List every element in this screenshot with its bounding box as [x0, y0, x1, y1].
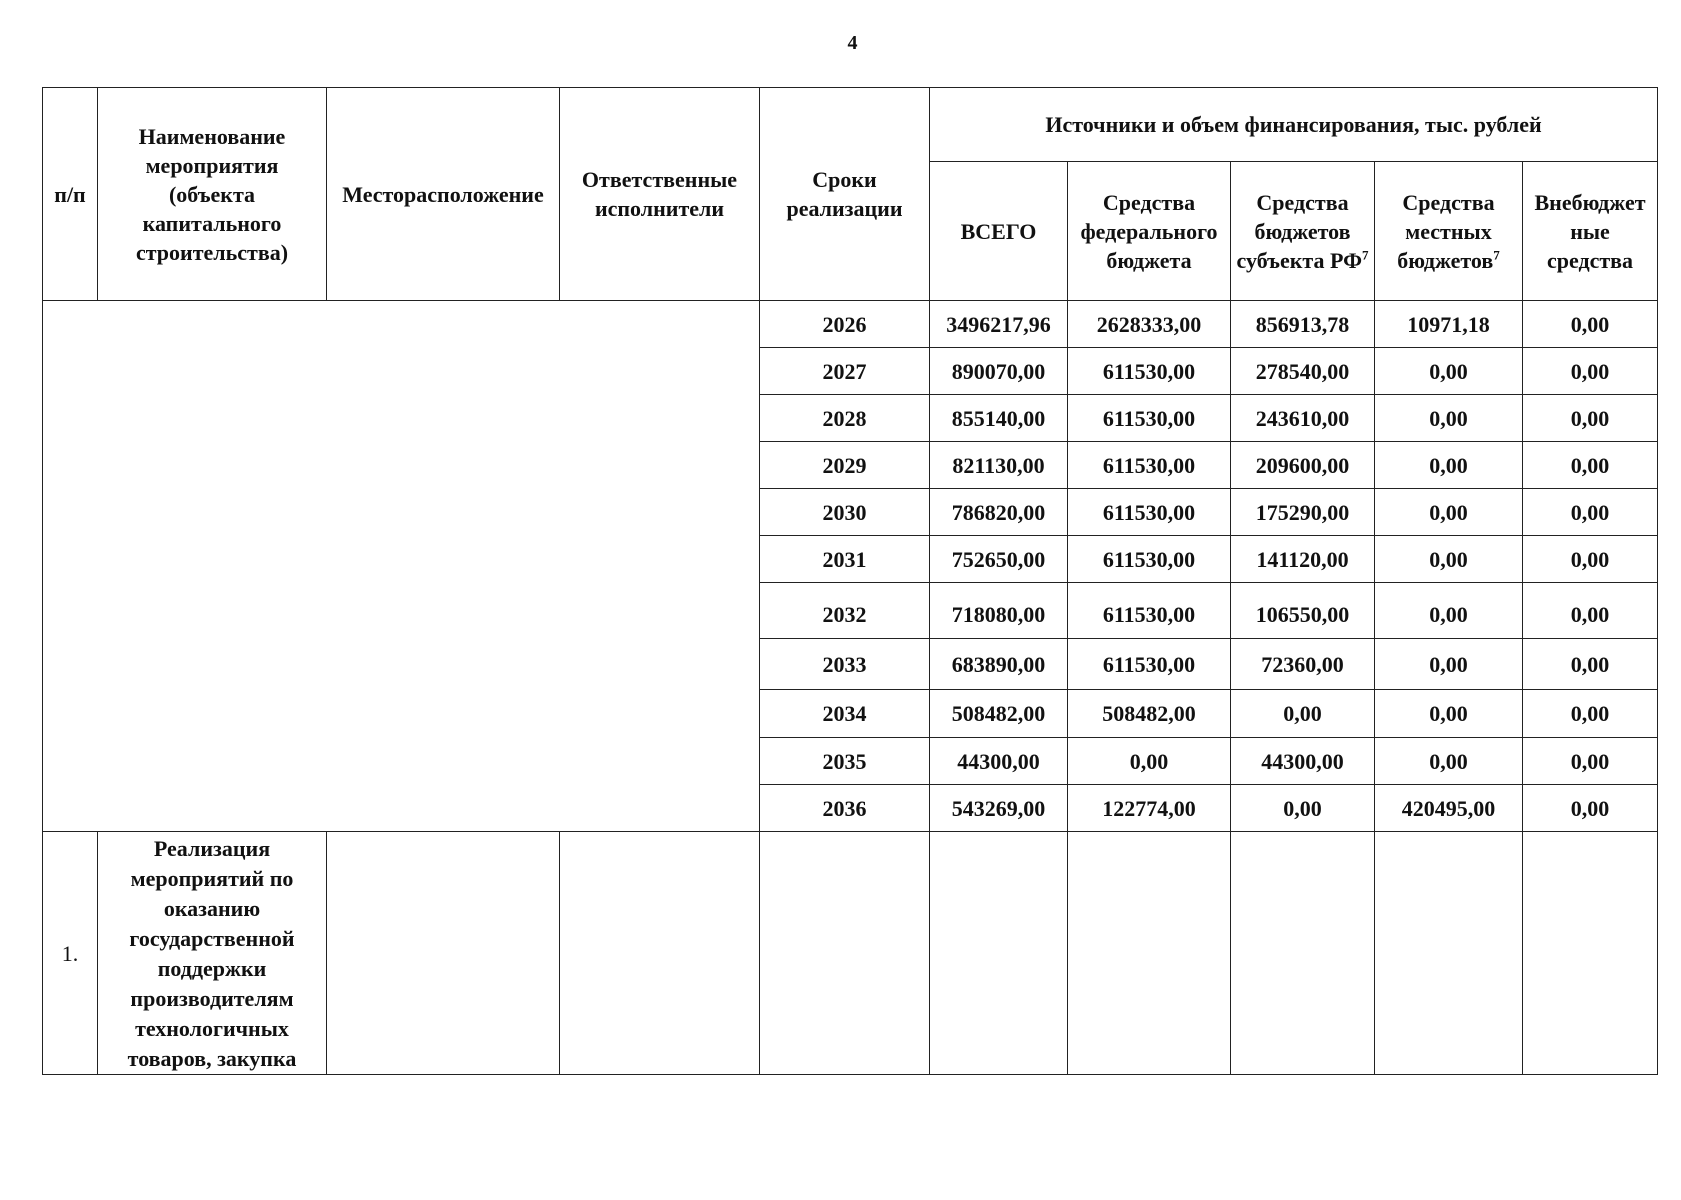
total-cell: 855140,00 — [930, 395, 1068, 442]
local-cell: 0,00 — [1375, 536, 1523, 583]
federal-cell: 611530,00 — [1068, 395, 1231, 442]
local-cell: 10971,18 — [1375, 301, 1523, 348]
item-executors — [560, 832, 760, 1075]
extra-cell: 0,00 — [1523, 583, 1658, 639]
regional-cell: 72360,00 — [1231, 639, 1375, 690]
total-cell: 44300,00 — [930, 738, 1068, 785]
local-cell: 0,00 — [1375, 442, 1523, 489]
item-name: Реализация мероприятий по оказанию государственной поддержки производителям технологичных товаров, закупка — [98, 832, 327, 1075]
header-extra: Внебюджет ные средства — [1523, 162, 1658, 301]
header-federal: Средства федерального бюджета — [1068, 162, 1231, 301]
federal-cell: 122774,00 — [1068, 785, 1231, 832]
extra-cell: 0,00 — [1523, 395, 1658, 442]
empty-merged-area — [43, 301, 760, 832]
federal-cell: 611530,00 — [1068, 348, 1231, 395]
header-sources-group: Источники и объем финансирования, тыс. рублей — [930, 88, 1658, 162]
regional-cell: 44300,00 — [1231, 738, 1375, 785]
federal-cell: 0,00 — [1068, 738, 1231, 785]
regional-cell: 856913,78 — [1231, 301, 1375, 348]
federal-cell: 2628333,00 — [1068, 301, 1231, 348]
item-terms — [760, 832, 930, 1075]
year-cell: 2035 — [760, 738, 930, 785]
header-name: Наименование мероприятия (объекта капитального строительства) — [98, 88, 327, 301]
regional-cell: 141120,00 — [1231, 536, 1375, 583]
header-executors: Ответственные исполнители — [560, 88, 760, 301]
extra-cell: 0,00 — [1523, 301, 1658, 348]
financing-table — [42, 87, 1658, 1075]
regional-cell: 106550,00 — [1231, 583, 1375, 639]
federal-cell: 611530,00 — [1068, 489, 1231, 536]
year-cell: 2034 — [760, 690, 930, 738]
local-cell: 0,00 — [1375, 738, 1523, 785]
year-cell: 2027 — [760, 348, 930, 395]
federal-cell: 611530,00 — [1068, 583, 1231, 639]
total-cell: 718080,00 — [930, 583, 1068, 639]
item-federal — [1068, 832, 1231, 1075]
total-cell: 543269,00 — [930, 785, 1068, 832]
header-terms: Сроки реализации — [760, 88, 930, 301]
year-cell: 2032 — [760, 583, 930, 639]
header-num: п/п — [43, 88, 98, 301]
extra-cell: 0,00 — [1523, 442, 1658, 489]
regional-cell: 243610,00 — [1231, 395, 1375, 442]
item-local — [1375, 832, 1523, 1075]
total-cell: 3496217,96 — [930, 301, 1068, 348]
extra-cell: 0,00 — [1523, 639, 1658, 690]
header-regional-text: Средства бюджетов субъекта РФ — [1236, 189, 1362, 273]
extra-cell: 0,00 — [1523, 489, 1658, 536]
item-regional — [1231, 832, 1375, 1075]
local-cell: 0,00 — [1375, 348, 1523, 395]
item-extra — [1523, 832, 1658, 1075]
regional-cell: 209600,00 — [1231, 442, 1375, 489]
page-number: 4 — [847, 32, 858, 54]
header-row-1 — [43, 88, 1658, 162]
total-cell: 508482,00 — [930, 690, 1068, 738]
header-local-text: Средства местных бюджетов — [1397, 189, 1495, 273]
regional-cell: 0,00 — [1231, 690, 1375, 738]
header-location: Месторасположение — [327, 88, 560, 301]
year-cell: 2028 — [760, 395, 930, 442]
total-cell: 821130,00 — [930, 442, 1068, 489]
item-row — [43, 832, 1658, 1075]
local-cell: 0,00 — [1375, 395, 1523, 442]
year-cell: 2029 — [760, 442, 930, 489]
item-total — [930, 832, 1068, 1075]
local-cell: 0,00 — [1375, 690, 1523, 738]
header-regional — [1231, 162, 1375, 301]
header-local — [1375, 162, 1523, 301]
federal-cell: 611530,00 — [1068, 536, 1231, 583]
extra-cell: 0,00 — [1523, 348, 1658, 395]
year-cell: 2033 — [760, 639, 930, 690]
extra-cell: 0,00 — [1523, 690, 1658, 738]
footnote-7: 7 — [1361, 247, 1369, 263]
regional-cell: 0,00 — [1231, 785, 1375, 832]
year-cell: 2036 — [760, 785, 930, 832]
federal-cell: 611530,00 — [1068, 442, 1231, 489]
extra-cell: 0,00 — [1523, 536, 1658, 583]
local-cell: 420495,00 — [1375, 785, 1523, 832]
regional-cell: 278540,00 — [1231, 348, 1375, 395]
year-cell: 2026 — [760, 301, 930, 348]
local-cell: 0,00 — [1375, 489, 1523, 536]
federal-cell: 508482,00 — [1068, 690, 1231, 738]
item-location — [327, 832, 560, 1075]
total-cell: 786820,00 — [930, 489, 1068, 536]
total-cell: 752650,00 — [930, 536, 1068, 583]
local-cell: 0,00 — [1375, 639, 1523, 690]
total-cell: 683890,00 — [930, 639, 1068, 690]
year-cell: 2030 — [760, 489, 930, 536]
extra-cell: 0,00 — [1523, 785, 1658, 832]
table-row — [43, 301, 1658, 348]
local-cell: 0,00 — [1375, 583, 1523, 639]
footnote-7: 7 — [1493, 247, 1500, 263]
header-total: ВСЕГО — [930, 162, 1068, 301]
federal-cell: 611530,00 — [1068, 639, 1231, 690]
extra-cell: 0,00 — [1523, 738, 1658, 785]
item-number: 1. — [43, 832, 98, 1075]
regional-cell: 175290,00 — [1231, 489, 1375, 536]
total-cell: 890070,00 — [930, 348, 1068, 395]
year-cell: 2031 — [760, 536, 930, 583]
